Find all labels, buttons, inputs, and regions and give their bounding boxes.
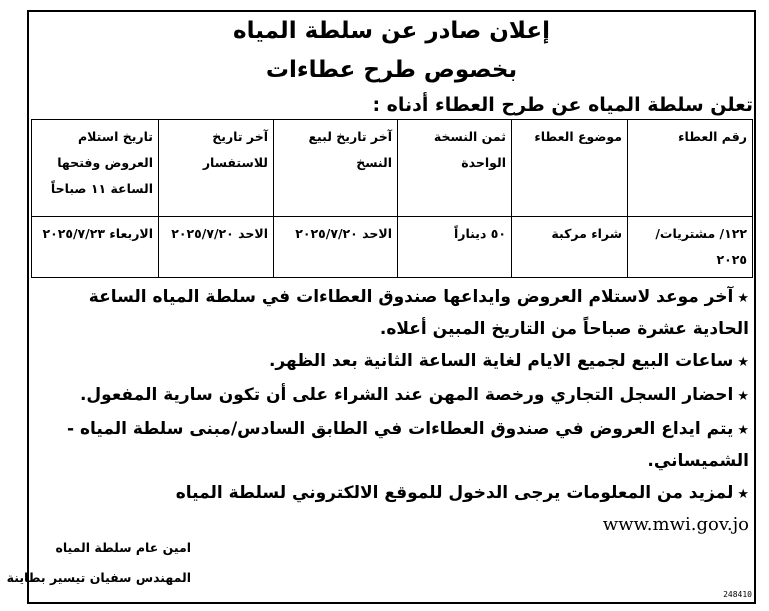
cell-opening-date: الاربعاء ٢٠٢٥/٧/٢٣ (32, 217, 159, 278)
star-bullet-icon: ★ (737, 487, 749, 502)
signatory-title: امين عام سلطة المياه (55, 540, 191, 555)
star-bullet-icon: ★ (737, 389, 749, 404)
website-link[interactable]: www.mwi.gov.jo (602, 514, 749, 535)
star-bullet-icon: ★ (737, 291, 749, 306)
intro-text: تعلن سلطة المياه عن طرح العطاء أدناه : (372, 94, 753, 116)
signatory-name: المهندس سفيان تيسير بطاينة (6, 570, 191, 585)
header-last-inquiry-date: آخر تاريخ للاستفسار (159, 120, 274, 217)
table-header-row (32, 120, 753, 217)
cell-tender-number: ١٢٢/ مشتريات/٢٠٢٥ (628, 217, 753, 278)
header-opening-date: تاريخ استلام العروض وفتحها الساعة ١١ صباحاً (32, 120, 159, 217)
tender-table (31, 119, 753, 278)
header-tender-subject: موضوع العطاء (512, 120, 628, 217)
announcement-title: إعلان صادر عن سلطة المياه (233, 18, 550, 44)
list-item: ★احضار السجل التجاري ورخصة المهن عند الشراء على أن تكون سارية المفعول. (79, 385, 749, 405)
cell-tender-subject: شراء مركبة (512, 217, 628, 278)
ad-code: 248410 (723, 590, 752, 599)
list-item: ★آخر موعد لاستلام العروض وايداعها صندوق العطاءات في سلطة المياه الساعة الحادية عشرة صباحاً من التاريخ المبين أعلاه. (88, 287, 749, 339)
header-tender-number: رقم العطاء (628, 120, 753, 217)
star-bullet-icon: ★ (737, 423, 749, 438)
list-item: ★يتم ايداع العروض في صندوق العطاءات في الطابق السادس/مبنى سلطة المياه - الشميساني. (67, 419, 749, 471)
cell-copy-price: ٥٠ ديناراً (398, 217, 512, 278)
star-bullet-icon: ★ (737, 355, 749, 370)
list-item: ★ساعات البيع لجميع الايام لغاية الساعة الثانية بعد الظهر. (268, 351, 749, 371)
notes-list (31, 282, 749, 542)
announcement-subtitle: بخصوص طرح عطاءات (265, 57, 518, 83)
cell-last-inquiry-date: الاحد ٢٠٢٥/٧/٢٠ (159, 217, 274, 278)
cell-last-sale-date: الاحد ٢٠٢٥/٧/٢٠ (274, 217, 398, 278)
table-row (32, 217, 753, 278)
list-item: ★لمزيد من المعلومات يرجى الدخول للموقع الالكتروني لسلطة المياه www.mwi.gov.jo (175, 483, 749, 535)
header-last-sale-date: آخر تاريخ لبيع النسخ (274, 120, 398, 217)
header-copy-price: ثمن النسخة الواحدة (398, 120, 512, 217)
